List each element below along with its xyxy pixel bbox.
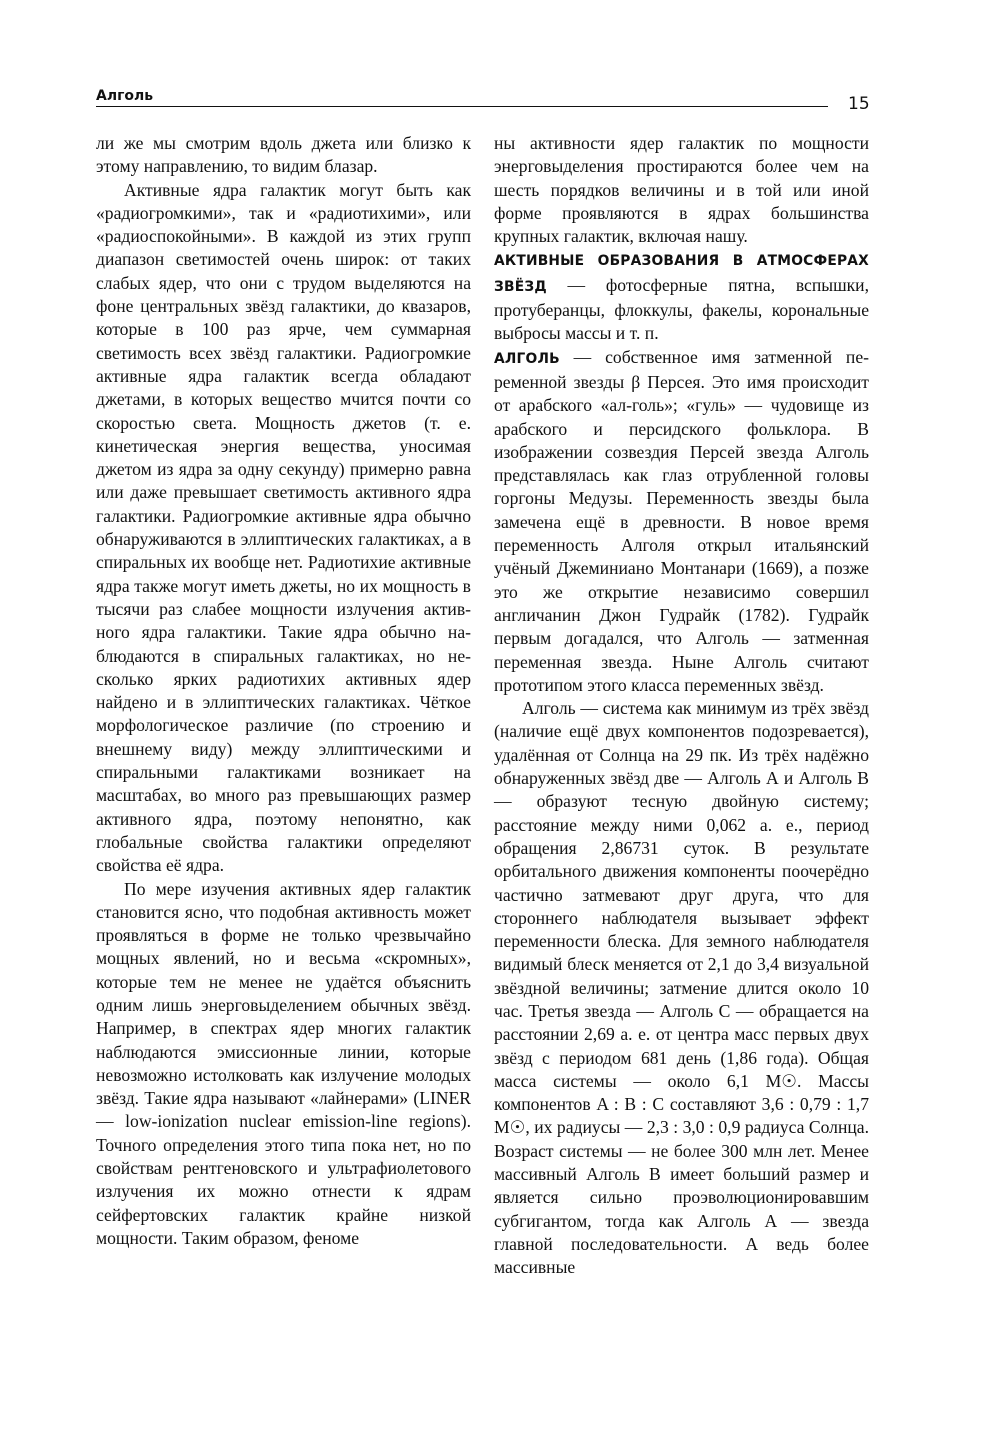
paragraph: По мере изучения активных ядер галактик становится ясно, что подобная активность может проявляться в форме не только чрезвычайно мощных явлений, но и весьма «скромных», которые тем не менее не удаётся объяснить одним лишь энерговыделением обычных звёзд. Например, в спектрах ядер многих галактик наблюдаются эмиссионные линии, которые невозможно истолковать как излучение молодых звёзд. Такие ядра называют «лайнерами» (LINER — low-ionization nuclear emission-line regions). Точного определения этого типа пока нет, но по свойствам рентгеновского и ультрафиолетового излучения их можно отнести к ядрам сейфертовских галактик крайне низкой мощности. Таким образом, феноме (96, 878, 471, 1248)
entry-term: АЛГОЛЬ (494, 350, 560, 367)
header-rule (96, 106, 828, 107)
entry-definition: — собственное имя затменной переменной звезды β Персея. Это имя происходит от арабского «ал-голь»; «гуль» — чудовище из арабского и персидского фольклора. В изображении созвездия Персей звезда Алголь представлялась как глаз отрубленной головы горгоны Медузы. Переменность звезды была замечена ещё в древности. В новое время переменность Алголя открыл итальянский учёный Джеминиано Монтанари (1669), а позже это же открытие независимо совершил англичанин Джон Гудрайк (1782). Гудрайк первым догадался, что Алголь — затменная переменная звезда. Ныне Алголь считают прототипом этого класса переменных звёзд. (494, 346, 869, 695)
left-column (96, 132, 471, 1250)
running-header-title: Алголь (96, 88, 154, 104)
paragraph: ли же мы смотрим вдоль джета или близко к этому направлению, то видим блазар. (96, 133, 471, 177)
entry-definition: — фотосферные пятна, вспышки, протуберанцы, флоккулы, факелы, корональные выбросы массы и т. п. (494, 274, 869, 344)
entry-term: АКТИВНЫЕ ОБРАЗОВАНИЯ В АТМОСФЕРАХ ЗВЁЗД (494, 253, 869, 295)
dictionary-entry (494, 346, 869, 697)
page-number: 15 (848, 94, 870, 114)
right-column (494, 132, 869, 1280)
paragraph: Алголь — система как минимум из трёх звёзд (наличие ещё двух компонентов подозревается), удалённая от Солнца на 29 пк. Из трёх надёжно обнаруженных звёзд две — Алголь А и Алголь B — образуют тесную двойную систему; расстояние между ними 0,062 а. е., период обращения 2,86731 суток. В результате орбитального движения компоненты поочерёдно частично затмевают друг друга, что для стороннего наблюдателя вызывает эффект переменности блеска. Для земного наблюдателя видимый блеск меняется от 2,1 до 3,4 визуальной звёздной величины; затмение длится около 10 час. Третья звезда — Алголь C — обращается на расстоянии 2,69 а. е. от центра масс первых двух звёзд с периодом 681 день (1,86 года). Общая масса системы — около 6,1 M☉. Массы компонентов A : B : C составляют 3,6 : 0,79 : 1,7 M☉, их радиусы — 2,3 : 3,0 : 0,9 радиуса Солнца. Возраст системы — не более 300 млн лет. Менее массивный Алголь B имеет больший размер и является сильно проэволюционировавшим субгигантом, тогда как Алголь А — звезда главной последовательности. А ведь более массивные (494, 698, 869, 1278)
dictionary-entry (494, 248, 869, 345)
paragraph: ны активности ядер галактик по мощности энерговыделения простираются более чем на шесть порядков величины и в той или иной форме проявляются в ядрах большинства крупных галактик, включая нашу. (494, 133, 869, 247)
paragraph: Активные ядра галактик могут быть как «радиогромкими», так и «радиотихими», или «радиоспокойными». В каждой из этих групп диапазон светимостей очень широк: от таких слабых ядер, что они с трудом выделяются на фоне центральных звёзд галактики, до квазаров, которые в 100 раз ярче, чем суммарная светимость всех звёзд галактики. Радиогромкие активные ядра галактик всегда обладают джетами, в которых вещество мчится почти со скоростью света. Мощность джетов (т. е. кинетическая энергия вещества, уносимая джетом из ядра за одну секунду) примерно равна или даже превышает светимость активного ядра галактики. Радиогромкие активные ядра обычно обнаруживаются в эллиптических галактиках, а в спиральных их вообще нет. Радиотихие активные ядра также могут иметь джеты, но их мощность в тысячи раз слабее мощности излучения активного ядра галактики. Такие ядра обычно наблюдаются в спиральных галактиках, но несколько ярких радиотихих активных ядер найдено и в эллиптических галактиках. Чёткое морфологическое различие (по строению и внешнему виду) между эллиптическими и спиральными галактиками возникает на масштабах, во много раз превышающих размер активного ядра, поэтому непонятно, как глобальные свойства галактики определяют свойства её ядра. (96, 179, 471, 876)
